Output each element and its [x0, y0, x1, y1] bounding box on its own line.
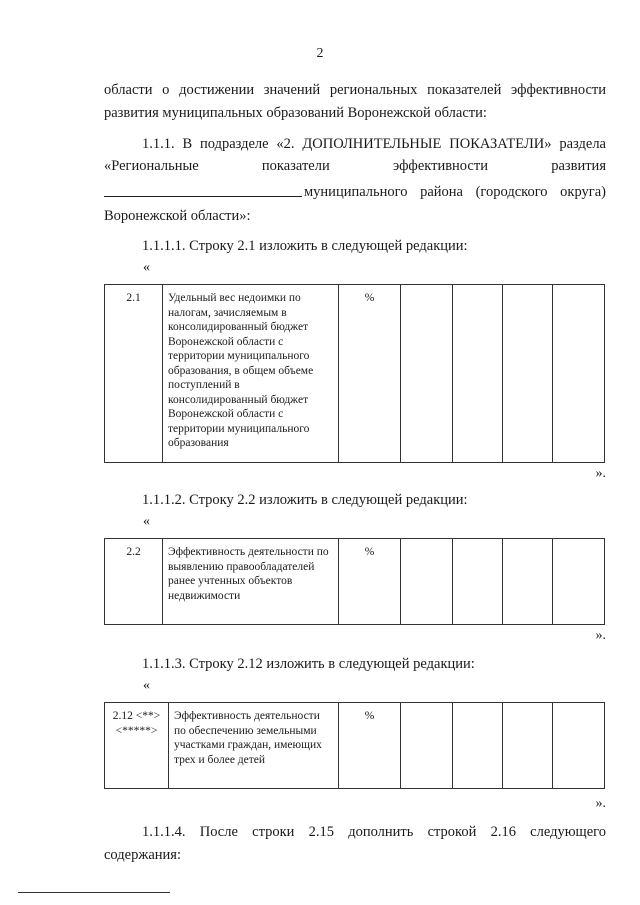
- word-regional: «Региональные: [104, 158, 199, 174]
- footnote-separator: [18, 892, 170, 893]
- row-value-cell: [503, 285, 553, 463]
- s2-close-quote: ».: [595, 628, 606, 643]
- s2-open-quote: «: [143, 514, 150, 529]
- s1-open-quote: «: [143, 260, 150, 275]
- row-value-cell: [401, 703, 453, 789]
- row-unit: %: [339, 285, 401, 463]
- s3-table: [104, 702, 605, 789]
- row-value-cell: [503, 539, 553, 625]
- s1-close-quote: ».: [595, 466, 606, 481]
- row-unit: %: [339, 703, 401, 789]
- row-number: 2.2: [105, 539, 163, 625]
- intro-line-1: области о достижении значений региональных показателей эффективности: [104, 82, 606, 98]
- p111-line-4: Воронежской области»:: [104, 208, 251, 224]
- row-value-cell: [553, 539, 605, 625]
- word-development: развития: [551, 158, 606, 174]
- intro-line-2: развития муниципальных образований Воронежской области:: [104, 105, 487, 121]
- p111-line-3-text: муниципального района (городского округа): [304, 184, 606, 200]
- p1114-line-1: 1.1.1.4. После строки 2.15 дополнить строкой 2.16 следующего: [142, 824, 606, 840]
- row-indicator-text: Удельный вес недоимки по налогам, зачисляемым в консолидированный бюджет Воронежской области с территории муниципального образования, в общем объеме поступлений в консолидированный бюджет Воронежской области с территории муниципального образования: [163, 285, 339, 463]
- s3-heading: 1.1.1.3. Строку 2.12 изложить в следующей редакции:: [142, 656, 475, 672]
- s3-close-quote: ».: [595, 796, 606, 811]
- s2-table: [104, 538, 605, 625]
- row-value-cell: [553, 285, 605, 463]
- s1-table: [104, 284, 605, 463]
- row-indicator-text: Эффективность деятельности по обеспечению земельными участками граждан, имеющих трех и более детей: [169, 703, 339, 789]
- row-value-cell: [401, 285, 453, 463]
- row-unit: %: [339, 539, 401, 625]
- row-value-cell: [453, 285, 503, 463]
- row-value-cell: [453, 703, 503, 789]
- row-indicator-text: Эффективность деятельности по выявлению правообладателей ранее учтенных объектов недвижимости: [163, 539, 339, 625]
- word-efficiency: эффективности: [392, 158, 488, 174]
- row-value-cell: [503, 703, 553, 789]
- row-value-cell: [553, 703, 605, 789]
- p111-line-3: [104, 182, 606, 202]
- page-number: 2: [316, 46, 324, 61]
- row-number: 2.1: [105, 285, 163, 463]
- s1-heading: 1.1.1.1. Строку 2.1 изложить в следующей редакции:: [142, 238, 468, 254]
- table-row: [105, 285, 605, 463]
- table-row: [105, 703, 605, 789]
- table-row: [105, 539, 605, 625]
- s2-heading: 1.1.1.2. Строку 2.2 изложить в следующей редакции:: [142, 492, 468, 508]
- s3-open-quote: «: [143, 678, 150, 693]
- row-value-cell: [453, 539, 503, 625]
- word-indicators: показатели: [261, 158, 330, 174]
- p111-line-2: [104, 156, 606, 176]
- p111-line-1: 1.1.1. В подразделе «2. ДОПОЛНИТЕЛЬНЫЕ ПОКАЗАТЕЛИ» раздела: [142, 136, 606, 152]
- row-number: 2.12 <**> <*****>: [105, 703, 169, 789]
- p1114-line-2: содержания:: [104, 847, 182, 863]
- blank-underline: [104, 182, 302, 197]
- row-value-cell: [401, 539, 453, 625]
